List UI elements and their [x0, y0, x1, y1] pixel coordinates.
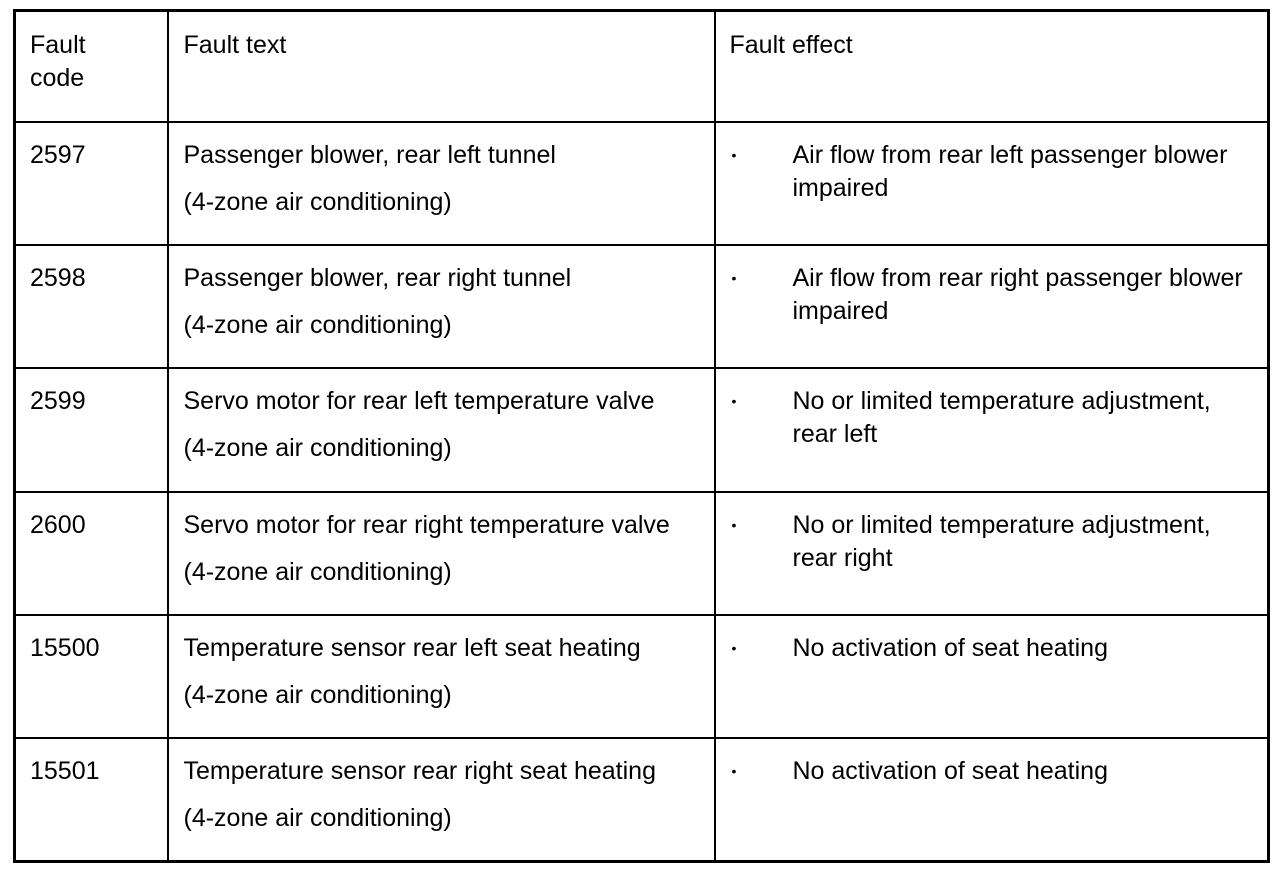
table-row: [15, 245, 1269, 368]
table-row: [15, 738, 1269, 861]
fault-code: 2599: [15, 368, 168, 491]
bullet-icon: •: [731, 516, 737, 533]
fault-code: 15500: [15, 615, 168, 738]
header-row: [15, 11, 1269, 122]
fault-text-cell: [168, 368, 715, 491]
fault-effect-cell: [715, 245, 1269, 368]
fault-text: Servo motor for rear left temperature valve: [183, 387, 655, 416]
table-row: [15, 492, 1269, 615]
table-row: [15, 368, 1269, 491]
fault-code: 2597: [15, 122, 168, 245]
fault-effect-cell: [715, 368, 1269, 491]
fault-text-cell: [168, 738, 715, 861]
fault-subtext: (4-zone air conditioning): [183, 557, 452, 586]
fault-subtext: (4-zone air conditioning): [183, 680, 452, 709]
fault-subtext: (4-zone air conditioning): [183, 434, 452, 463]
fault-text: Passenger blower, rear right tunnel: [183, 264, 572, 293]
bullet-icon: •: [731, 146, 737, 163]
fault-text-cell: [168, 492, 715, 615]
fault-subtext: (4-zone air conditioning): [183, 311, 452, 340]
bullet-icon: •: [731, 639, 737, 656]
bullet-icon: •: [731, 763, 737, 780]
fault-effect: No activation of seat heating: [792, 757, 1108, 786]
fault-effect: No or limited temperature adjustment, rear right: [792, 510, 1211, 572]
fault-text-cell: [168, 245, 715, 368]
fault-effect-cell: [715, 615, 1269, 738]
fault-effect: No activation of seat heating: [792, 633, 1108, 662]
fault-code: 2600: [15, 492, 168, 615]
fault-effect-cell: [715, 738, 1269, 861]
header-fault-code: Fault code: [15, 11, 168, 122]
fault-code: 15501: [15, 738, 168, 861]
fault-text-cell: [168, 615, 715, 738]
fault-subtext: (4-zone air conditioning): [183, 804, 452, 833]
fault-subtext: (4-zone air conditioning): [183, 187, 452, 216]
fault-effect-cell: [715, 492, 1269, 615]
fault-code: 2598: [15, 245, 168, 368]
fault-text: Servo motor for rear right temperature valve: [183, 510, 670, 539]
bullet-icon: •: [731, 270, 737, 287]
fault-text-cell: [168, 122, 715, 245]
fault-effect: No or limited temperature adjustment, rear left: [792, 387, 1211, 449]
fault-table: [13, 9, 1270, 863]
header-fault-text: Fault text: [168, 11, 715, 122]
fault-effect: Air flow from rear left passenger blower impaired: [792, 140, 1228, 202]
fault-effect-cell: [715, 122, 1269, 245]
fault-text: Temperature sensor rear right seat heating: [183, 757, 656, 786]
table-row: [15, 122, 1269, 245]
fault-text: Temperature sensor rear left seat heating: [183, 633, 641, 662]
table-row: [15, 615, 1269, 738]
header-fault-effect: Fault effect: [715, 11, 1269, 122]
bullet-icon: •: [731, 393, 737, 410]
fault-text: Passenger blower, rear left tunnel: [183, 140, 556, 169]
fault-effect: Air flow from rear right passenger blower impaired: [792, 264, 1243, 326]
